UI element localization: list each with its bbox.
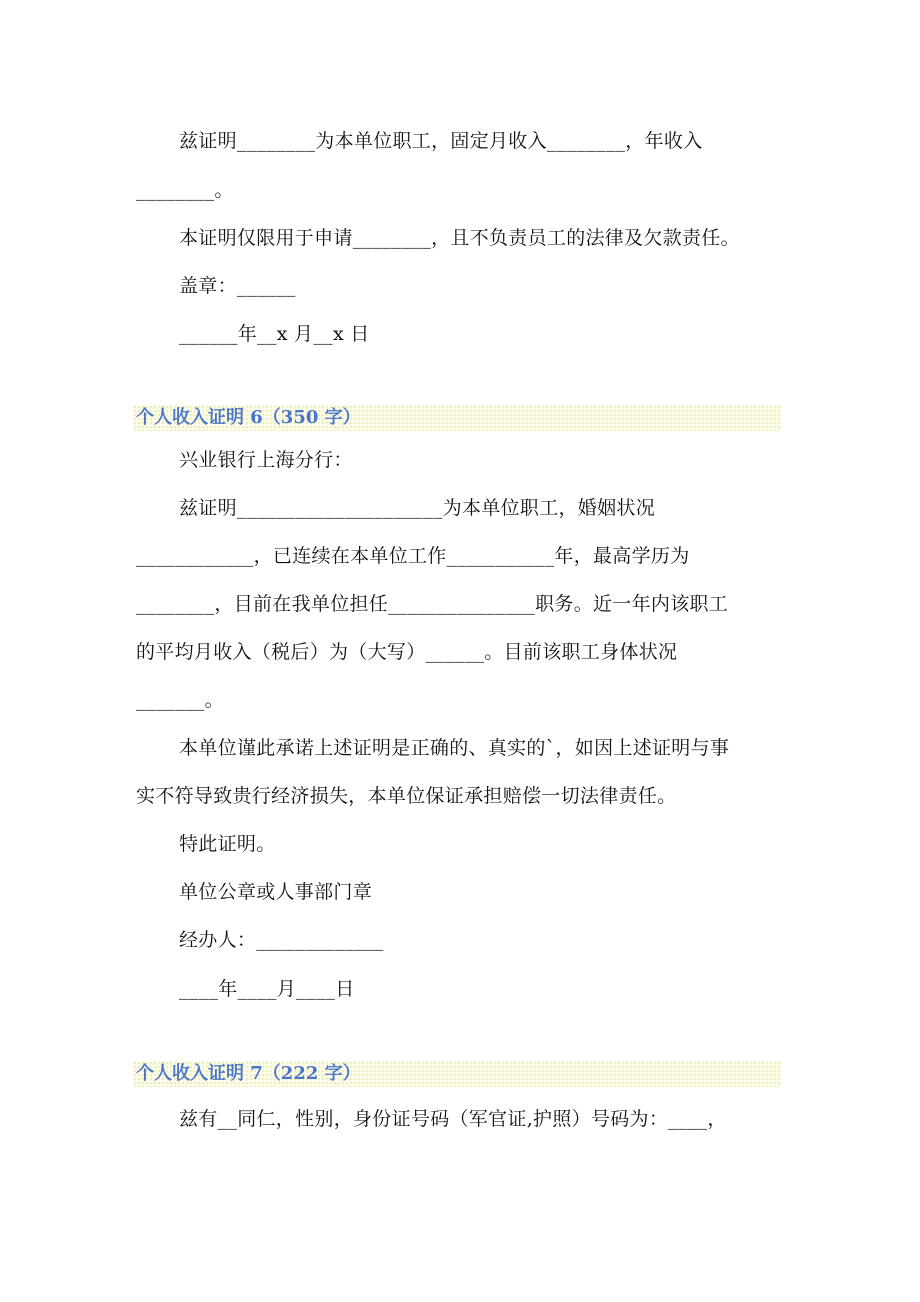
commitment-paragraph-line: 实不符导致贵行经济损失，本单位保证承担赔偿一切法律责任。 bbox=[136, 785, 677, 807]
certificate-paragraph-line: ________。 bbox=[136, 179, 234, 201]
seal-line: 单位公章或人事部门章 bbox=[179, 881, 373, 903]
addressee-line: 兴业银行上海分行： bbox=[179, 449, 353, 471]
certificate-paragraph-line: ____________，已连续在本单位工作___________年，最高学历为 bbox=[136, 545, 690, 567]
certificate-paragraph-line: 兹证明_____________________为本单位职工，婚姻状况 bbox=[179, 497, 656, 519]
seal-line: 盖章：______ bbox=[179, 275, 296, 297]
date-line: ______年__x 月__x 日 bbox=[179, 323, 370, 345]
certificate-paragraph-line: 兹证明________为本单位职工，固定月收入________，年收入 bbox=[179, 130, 703, 152]
commitment-paragraph-line: 本单位谨此承诺上述证明是正确的、真实的`，如因上述证明与事 bbox=[179, 737, 730, 759]
usage-restriction-paragraph: 本证明仅限用于申请________，且不负责员工的法律及欠款责任。 bbox=[179, 227, 740, 249]
certificate-paragraph-line: 兹有__同仁，性别，身份证号码（军官证,护照）号码为：____， bbox=[179, 1108, 727, 1130]
certificate-paragraph-line: 的平均月收入（税后）为（大写）______。目前该职工身体状况 bbox=[136, 641, 678, 663]
date-line: ____年____月____日 bbox=[179, 978, 355, 1000]
closing-line: 特此证明。 bbox=[179, 833, 276, 855]
section-heading: 个人收入证明 7（222 字） bbox=[133, 1061, 781, 1087]
section-heading: 个人收入证明 6（350 字） bbox=[133, 405, 781, 431]
certificate-paragraph-line: _______。 bbox=[136, 689, 224, 711]
certificate-paragraph-line: ________，目前在我单位担任_______________职务。近一年内该职工 bbox=[136, 593, 729, 615]
handler-line: 经办人：_____________ bbox=[179, 929, 384, 951]
